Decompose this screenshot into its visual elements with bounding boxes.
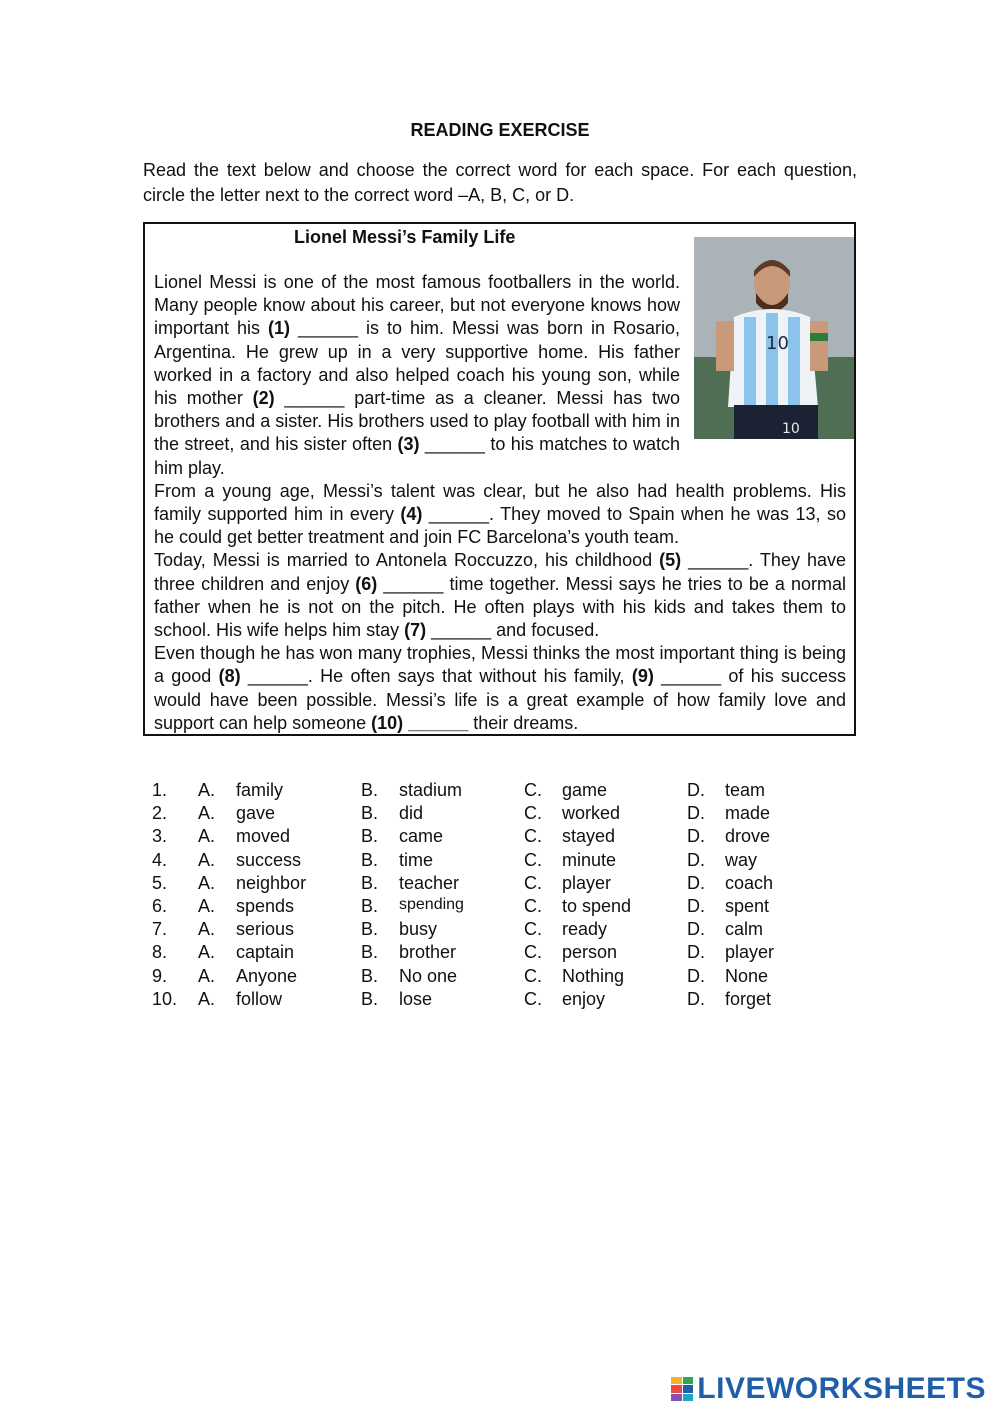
messi-photo: [694, 237, 854, 439]
messi-photo-illustration: [694, 237, 854, 439]
option-word-b[interactable]: lose: [399, 988, 433, 1009]
option-letter-d[interactable]: D.: [687, 919, 705, 940]
gap-9-label: (9): [631, 666, 654, 687]
liveworksheets-logo: LIVEWORKSHEETS: [671, 1372, 986, 1406]
option-word-d[interactable]: None: [725, 965, 769, 986]
option-letter-c[interactable]: C.: [524, 965, 542, 986]
option-word-a[interactable]: moved: [236, 826, 291, 847]
question-number: 1.: [152, 780, 168, 800]
option-word-a[interactable]: Anyone: [236, 965, 298, 986]
option-letter-d[interactable]: D.: [687, 895, 705, 916]
option-row: [152, 989, 850, 1012]
option-letter-d[interactable]: D.: [687, 965, 705, 986]
option-letter-b[interactable]: B.: [361, 803, 379, 824]
option-word-c[interactable]: Nothing: [562, 965, 625, 986]
option-letter-a[interactable]: A.: [198, 849, 216, 870]
option-letter-b[interactable]: B.: [361, 919, 379, 940]
option-letter-a[interactable]: A.: [198, 988, 216, 1009]
option-letter-c[interactable]: C.: [524, 803, 542, 824]
gap-3-label: (3): [397, 434, 420, 455]
option-letter-a[interactable]: A.: [198, 895, 216, 916]
option-row: [152, 896, 850, 919]
option-letter-c[interactable]: C.: [524, 919, 542, 940]
option-word-a[interactable]: success: [236, 849, 302, 870]
option-row: [152, 966, 850, 989]
option-word-d[interactable]: drove: [725, 826, 771, 847]
option-row: [152, 873, 850, 896]
option-letter-a[interactable]: A.: [198, 965, 216, 986]
option-word-b[interactable]: stadium: [399, 780, 463, 800]
option-letter-c[interactable]: C.: [524, 872, 542, 893]
option-row: [152, 780, 850, 803]
story-title: Lionel Messi’s Family Life: [294, 227, 516, 247]
option-word-d[interactable]: team: [725, 780, 766, 800]
option-word-d[interactable]: coach: [725, 872, 774, 893]
question-number: 7.: [152, 919, 168, 940]
option-letter-a[interactable]: A.: [198, 780, 216, 800]
option-letter-c[interactable]: C.: [524, 780, 542, 800]
option-word-b[interactable]: teacher: [399, 872, 460, 893]
option-letter-c[interactable]: C.: [524, 849, 542, 870]
story-paragraph-3: Today, Messi is married to Antonela Roccuzzo, his childhood (5) ______. They have three children and enjoy (6) ______ time together. Messi says he tries to be a normal father when he is not on the pitch. He often plays with his kids and takes them to school. His wife helps him stay (7) ______ and focused.: [154, 550, 847, 641]
option-letter-d[interactable]: D.: [687, 872, 705, 893]
option-letter-a[interactable]: A.: [198, 803, 216, 824]
question-number: 2.: [152, 803, 168, 824]
option-word-c[interactable]: minute: [562, 849, 617, 870]
reading-passage-box: [143, 222, 856, 736]
option-word-b[interactable]: brother: [399, 942, 457, 963]
option-letter-c[interactable]: C.: [524, 826, 542, 847]
option-letter-d[interactable]: D.: [687, 780, 705, 800]
gap-8-label: (8): [218, 666, 241, 687]
option-word-c[interactable]: to spend: [562, 895, 632, 916]
option-letter-c[interactable]: C.: [524, 942, 542, 963]
option-word-a[interactable]: neighbor: [236, 872, 307, 893]
option-row: [152, 826, 850, 849]
question-number: 3.: [152, 826, 168, 847]
option-word-a[interactable]: follow: [236, 988, 283, 1009]
story-paragraph-1: Lionel Messi is one of the most famous footballers in the world. Many people know about his career, but not everyone knows how important his (1) ______ is to him. Messi was born in Rosario, Argentina. He grew up in a very supportive home. His father worked in a factory and also helped coach his young son, while his mother (2) ______ part-time as a cleaner. Messi has two brothers and a sister. His brothers used to play football with him in the street, and his sister often (3) ______ to his matches to watch him play.: [154, 272, 681, 478]
option-word-a[interactable]: gave: [236, 803, 276, 824]
option-word-d[interactable]: spent: [725, 895, 770, 916]
instructions: Read the text below and choose the correct word for each space. For each question, circle the letter next to the correct word –A, B, C, or D.: [143, 160, 857, 205]
liveworksheets-logo-icon: [671, 1377, 693, 1401]
option-letter-a[interactable]: A.: [198, 919, 216, 940]
option-word-d[interactable]: forget: [725, 988, 772, 1009]
option-letter-d[interactable]: D.: [687, 942, 705, 963]
question-number: 8.: [152, 942, 168, 963]
option-word-b[interactable]: busy: [399, 919, 438, 940]
option-word-a[interactable]: spends: [236, 895, 295, 916]
option-word-b[interactable]: time: [399, 849, 434, 870]
option-letter-a[interactable]: A.: [198, 942, 216, 963]
option-letter-b[interactable]: B.: [361, 826, 379, 847]
option-word-c[interactable]: player: [562, 872, 612, 893]
option-letter-b[interactable]: B.: [361, 780, 379, 800]
option-word-b[interactable]: spending: [399, 895, 464, 913]
question-number: 9.: [152, 965, 168, 986]
story-paragraph-2: From a young age, Messi’s talent was clear, but he also had health problems. His family supported him in every (4) ______. They moved to Spain when he was 13, so he could get better treatment and join FC Barcelona’s youth team.: [154, 480, 846, 548]
option-word-d[interactable]: way: [725, 849, 758, 870]
svg-text:10: 10: [782, 421, 800, 437]
question-number: 10.: [152, 988, 178, 1009]
option-word-d[interactable]: player: [725, 942, 775, 963]
option-word-d[interactable]: made: [725, 803, 771, 824]
page-title: READING EXERCISE: [410, 120, 590, 140]
option-word-c[interactable]: person: [562, 942, 618, 963]
option-letter-c[interactable]: C.: [524, 895, 542, 916]
question-number: 5.: [152, 872, 168, 893]
option-word-b[interactable]: No one: [399, 965, 458, 986]
gap-5-label: (5): [659, 550, 682, 571]
option-letter-d[interactable]: D.: [687, 988, 705, 1009]
option-word-c[interactable]: worked: [562, 803, 621, 824]
option-letter-d[interactable]: D.: [687, 849, 705, 870]
option-letter-d[interactable]: D.: [687, 826, 705, 847]
gap-7-label: (7): [404, 620, 427, 641]
option-word-c[interactable]: stayed: [562, 826, 616, 847]
option-letter-b[interactable]: B.: [361, 965, 379, 986]
option-word-a[interactable]: serious: [236, 919, 295, 940]
gap-4-label: (4): [400, 504, 423, 525]
option-row: [152, 942, 850, 965]
answer-options-table: [152, 780, 850, 1012]
option-word-b[interactable]: came: [399, 826, 444, 847]
option-letter-c[interactable]: C.: [524, 988, 542, 1009]
story-paragraph-4: Even though he has won many trophies, Messi thinks the most important thing is being a good (8) ______. He often says that without his family, (9) ______ of his success would have been possible. Messi’s life is a great example of how family love and support can help someone (10) ______ their dreams.: [154, 643, 846, 733]
option-letter-d[interactable]: D.: [687, 803, 705, 824]
option-row: [152, 803, 850, 826]
option-letter-b[interactable]: B.: [361, 849, 379, 870]
option-word-c[interactable]: ready: [562, 919, 608, 940]
gap-6-label: (6): [355, 573, 378, 594]
gap-2-label: (2): [252, 388, 275, 409]
option-row: [152, 919, 850, 942]
option-letter-b[interactable]: B.: [361, 872, 379, 893]
option-letter-b[interactable]: B.: [361, 942, 379, 963]
option-word-c[interactable]: game: [562, 780, 608, 800]
option-letter-b[interactable]: B.: [361, 895, 379, 916]
option-row: [152, 850, 850, 873]
option-word-c[interactable]: enjoy: [562, 988, 606, 1009]
option-letter-a[interactable]: A.: [198, 826, 216, 847]
question-number: 4.: [152, 849, 168, 870]
option-word-a[interactable]: captain: [236, 942, 295, 963]
option-word-b[interactable]: did: [399, 803, 424, 824]
option-letter-a[interactable]: A.: [198, 872, 216, 893]
option-letter-b[interactable]: B.: [361, 988, 379, 1009]
gap-10-label: (10): [371, 712, 404, 733]
question-number: 6.: [152, 895, 168, 916]
svg-text:10: 10: [766, 333, 789, 354]
gap-1-label: (1): [268, 318, 291, 339]
option-word-a[interactable]: family: [236, 780, 284, 800]
option-word-d[interactable]: calm: [725, 919, 764, 940]
